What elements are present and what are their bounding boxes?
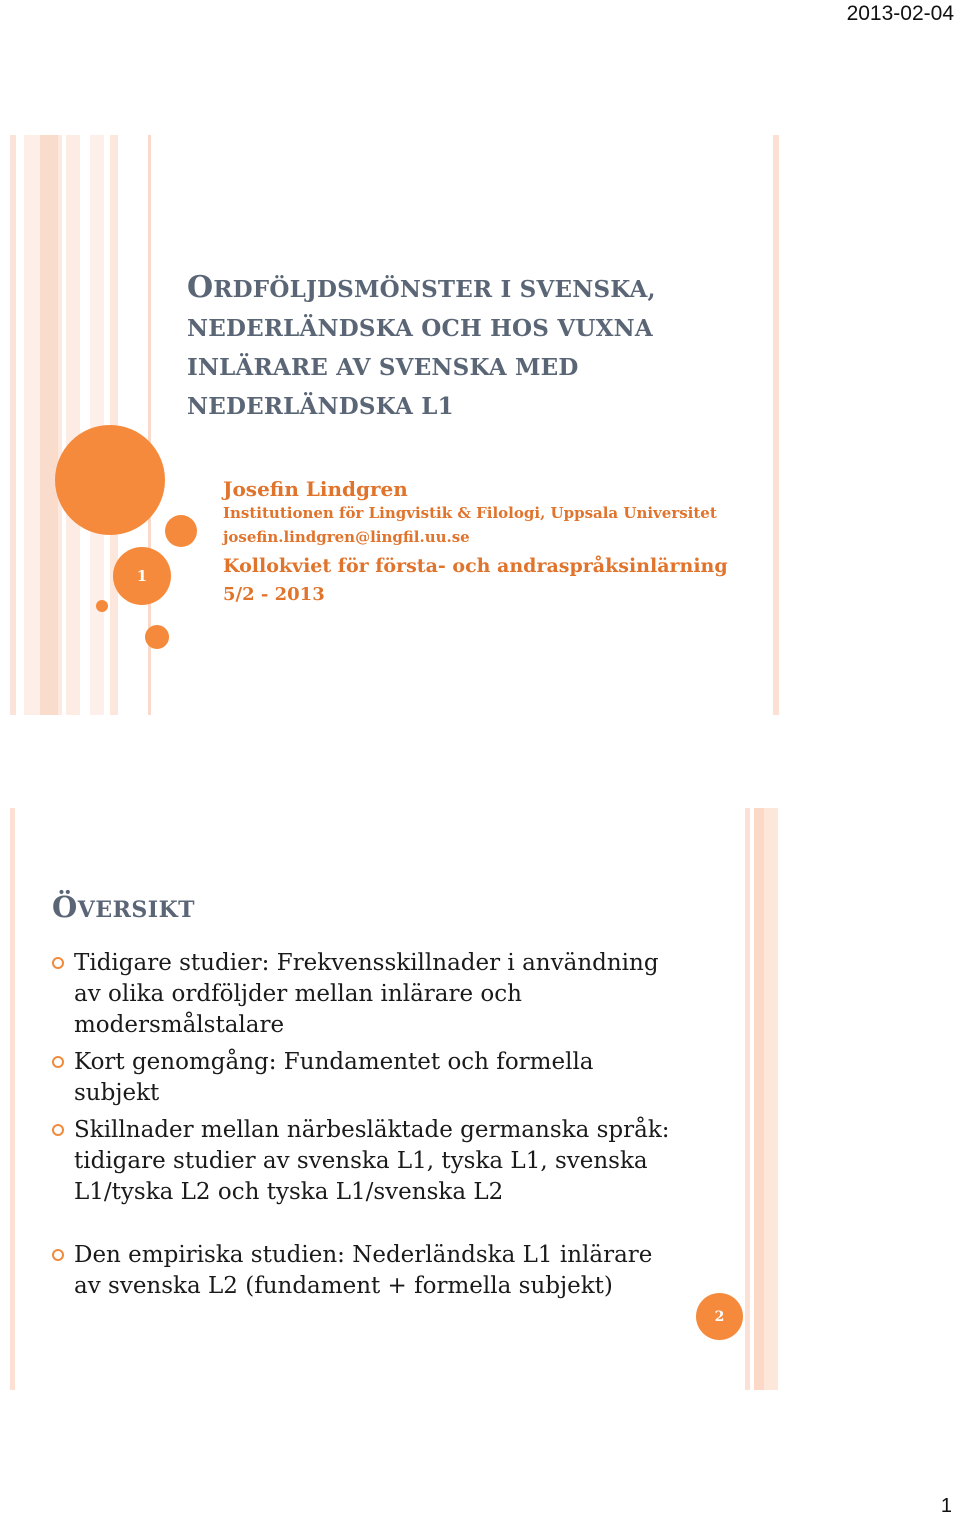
title-line: INLÄRARE AV SVENSKA MED [187, 354, 579, 381]
slide-number-badge [696, 1293, 743, 1340]
list-item [52, 948, 672, 1041]
overview-list [52, 948, 672, 1308]
title-line: NEDERLÄNDSKA L1 [187, 393, 454, 420]
decor-circle-large [55, 425, 165, 535]
title-initial: Ö [52, 890, 78, 924]
decor-circle-tiny [96, 600, 108, 612]
page-date: 2013-02-04 [846, 2, 954, 25]
bullet-ring-icon [52, 1124, 64, 1136]
slide-1-title [187, 268, 747, 426]
author-email[interactable]: josefin.lindgren@lingfil.uu.se [223, 528, 470, 546]
title-text: RDFÖLJDSMÖNSTER I SVENSKA, [213, 276, 656, 303]
slide-1-stripe [24, 135, 40, 715]
slide-2 [10, 808, 780, 1390]
slide-2-stripe [754, 808, 764, 1390]
list-item-text: Skillnader mellan närbesläktade germanska språk: tidigare studier av svenska L1, tyska L1, svenska L1/tyska L2 och tyska L1/svenska L2 [74, 1117, 670, 1205]
decor-circle-small [165, 515, 197, 547]
bullet-ring-icon [52, 1249, 64, 1261]
author-block [223, 477, 763, 609]
list-item [52, 1047, 672, 1109]
slide-2-stripe [764, 808, 778, 1390]
slide-1-stripe [40, 135, 58, 715]
slide-number: 2 [714, 1308, 725, 1325]
event-date: 5/2 - 2013 [223, 584, 325, 605]
decor-circle-small [145, 625, 169, 649]
slide-2-stripe [10, 808, 15, 1390]
slide-1-stripe [773, 135, 779, 715]
list-item-text: Tidigare studier: Frekvensskillnader i användning av olika ordföljder mellan inlärare och modersmålstalare [74, 950, 659, 1038]
event-name: Kollokviet för första- och andraspråksinlärning [223, 555, 728, 577]
title-text: VERSIKT [77, 897, 196, 923]
slide-1-stripe [58, 135, 62, 715]
page-number: 1 [940, 1495, 952, 1517]
slide-number: 1 [136, 567, 148, 585]
author-name: Josefin Lindgren [223, 477, 408, 501]
slide-number-badge [113, 547, 171, 605]
slide-1 [10, 135, 780, 715]
slide-1-stripe [10, 135, 16, 715]
title-line [187, 268, 747, 309]
bullet-ring-icon [52, 957, 64, 969]
bullet-ring-icon [52, 1056, 64, 1068]
slide-2-stripe [745, 808, 750, 1390]
list-item [52, 1240, 672, 1302]
list-item-text: Den empiriska studien: Nederländska L1 inlärare av svenska L2 (fundament + formella subjekt) [74, 1242, 653, 1299]
title-initial: O [187, 270, 214, 305]
slide-1-stripe [66, 135, 80, 715]
title-line: NEDERLÄNDSKA OCH HOS VUXNA [187, 315, 653, 342]
list-item-text: Kort genomgång: Fundamentet och formella subjekt [74, 1049, 594, 1106]
list-item [52, 1115, 672, 1208]
author-institution: Institutionen för Lingvistik & Filologi, Uppsala Universitet [223, 504, 717, 522]
slide-2-title [52, 890, 195, 924]
